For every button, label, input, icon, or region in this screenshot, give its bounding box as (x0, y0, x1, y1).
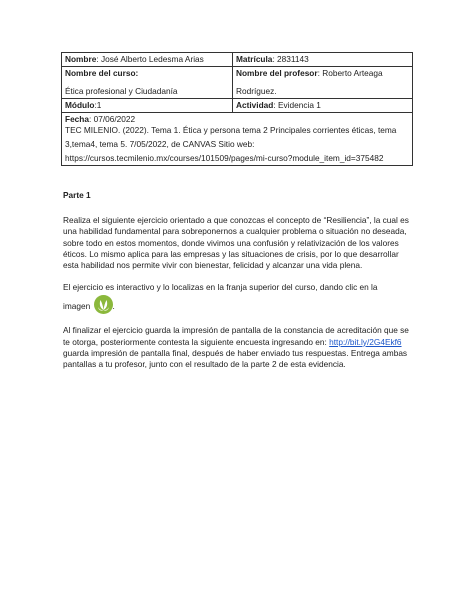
table-row (62, 99, 413, 113)
paragraph: Realiza el siguiente ejercicio orientado a que conozcas el concepto de “Resiliencia”, la cual es una habilidad fundamental para sobreponernos a cualquier problema o situación no deseada, sobre todo en estos momentos, donde vivimos una confusión y relativización de los valores éticos. Lo mismo aplica para las empresas y las situaciones de crisis, por lo que desarrollar esta habilidad nos permite vivir con bienestar, felicidad y alcanzar una vida plena. (63, 215, 409, 271)
paragraph (63, 325, 415, 370)
table-row (62, 113, 413, 166)
profesor-value: : Roberto Arteaga (317, 68, 383, 78)
reference-line: 3,tema4, tema 5. 7/05/2022, de CANVAS Sitio web: (65, 139, 255, 149)
document-body (63, 190, 415, 381)
imagen-period: . (112, 301, 115, 312)
actividad-label: Actividad (236, 100, 274, 110)
curso-label: Nombre del curso: (65, 68, 139, 78)
imagen-label: imagen (63, 301, 91, 312)
leaf-hands-icon[interactable] (94, 295, 113, 314)
student-info-table (61, 52, 413, 166)
actividad-cell (233, 99, 413, 113)
profesor-value-2: Rodríguez. (236, 86, 277, 96)
matricula-value: : 2831143 (272, 54, 309, 64)
paragraph-text: Al finalizar el ejercicio guarda la impresión de pantalla de la constancia de acreditación que se te otorga, posteriormente contesta la siguiente encuesta ingresando en: (63, 325, 409, 347)
nombre-value: : José Alberto Ledesma Arias (96, 54, 204, 64)
reference-line: TEC MILENIO. (2022). Tema 1. Ética y persona tema 2 Principales corrientes éticas, tema (65, 125, 397, 135)
survey-link[interactable]: http://bit.ly/2G4Ekf6 (329, 336, 402, 347)
matricula-label: Matrícula (236, 54, 273, 64)
imagen-line (63, 295, 415, 314)
modulo-label: Módulo (65, 100, 95, 110)
profesor-cell (233, 67, 413, 99)
table-row (62, 53, 413, 67)
paragraph: El ejercicio es interactivo y lo localizas en la franja superior del curso, dando clic en la (63, 282, 378, 293)
fecha-cell (62, 113, 413, 166)
table-row (62, 67, 413, 99)
nombre-cell (62, 53, 233, 67)
curso-cell (62, 67, 233, 99)
profesor-label: Nombre del profesor (236, 68, 318, 78)
section-heading: Parte 1 (63, 190, 91, 200)
nombre-label: Nombre (65, 54, 97, 64)
modulo-value: :1 (94, 100, 102, 110)
fecha-label: Fecha (65, 114, 89, 124)
reference-url: https://cursos.tecmilenio.mx/courses/101509/pages/mi-curso?module_item_id=375482 (65, 153, 384, 163)
paragraph-text: guarda impresión de pantalla final, después de haber enviado tus respuestas. Entrega ambas pantallas a tu profesor, junto con el resultado de la parte 2 de esta evidencia. (63, 347, 408, 370)
modulo-cell (62, 99, 233, 113)
actividad-value: : Evidencia 1 (273, 100, 321, 110)
fecha-value: : 07/06/2022 (88, 114, 136, 124)
matricula-cell (233, 53, 413, 67)
curso-value: Ética profesional y Ciudadanía (65, 86, 178, 96)
